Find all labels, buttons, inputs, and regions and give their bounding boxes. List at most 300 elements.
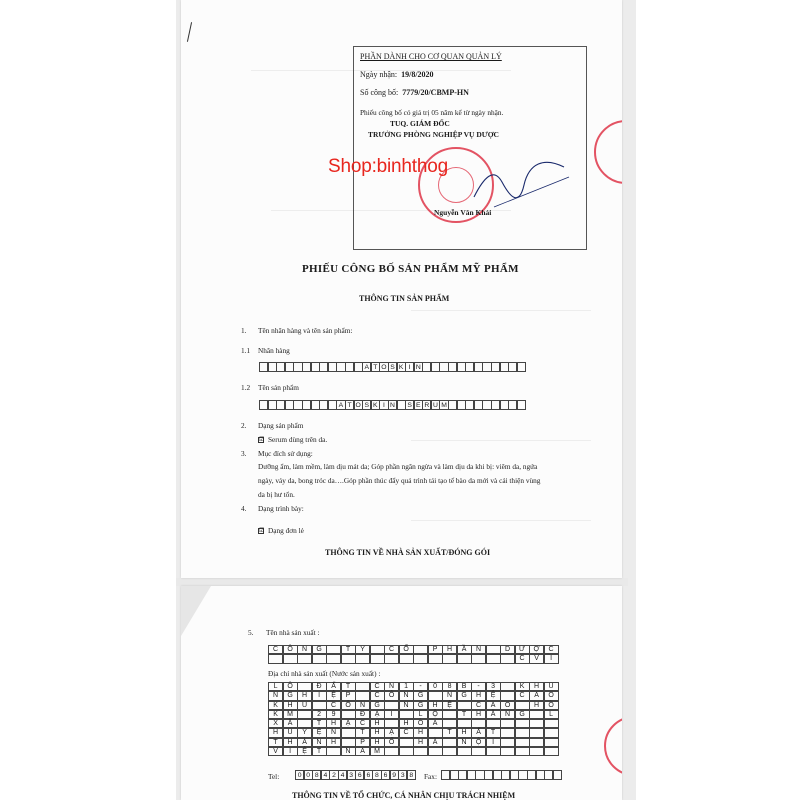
tel-cell: 4 bbox=[338, 770, 347, 780]
validity-text: Phiếu công bố có giá trị 05 năm kể từ ngày nhận. bbox=[360, 108, 504, 117]
grid-cell: 3 bbox=[486, 682, 501, 691]
grid-cell bbox=[312, 701, 327, 710]
document-page-2 bbox=[181, 586, 622, 800]
product-name-cell: U bbox=[431, 400, 440, 410]
grid-cell bbox=[326, 654, 341, 663]
grid-cell: T bbox=[312, 747, 327, 756]
grid-cell: U bbox=[297, 701, 312, 710]
grid-cell: G bbox=[370, 701, 385, 710]
product-name-cell: O bbox=[355, 402, 361, 409]
grid-cell: V bbox=[268, 747, 283, 756]
tel-cell: 6 bbox=[355, 770, 364, 780]
grid-cell bbox=[457, 747, 472, 756]
grid-cell bbox=[283, 654, 298, 663]
grid-cell bbox=[515, 747, 530, 756]
grid-cell bbox=[529, 710, 544, 719]
grid-cell bbox=[384, 747, 399, 756]
grid-cell bbox=[297, 710, 312, 719]
address-row bbox=[268, 710, 558, 719]
grid-cell: L bbox=[268, 682, 283, 691]
q5-number: 5. bbox=[248, 628, 254, 637]
scan-corner-shadow bbox=[181, 586, 211, 636]
grid-cell: N bbox=[355, 701, 370, 710]
grid-cell bbox=[442, 719, 457, 728]
grid-cell: G bbox=[457, 691, 472, 700]
grid-cell: Ạ bbox=[384, 728, 399, 737]
grid-cell bbox=[413, 645, 428, 654]
grid-cell: O bbox=[500, 701, 515, 710]
brand-cell: K bbox=[397, 362, 406, 372]
grid-cell: Ạ bbox=[341, 719, 356, 728]
grid-cell bbox=[413, 747, 428, 756]
received-value: 19/8/2020 bbox=[401, 70, 434, 79]
grid-cell: I bbox=[486, 738, 501, 747]
grid-cell: I bbox=[384, 710, 399, 719]
grid-cell: Ạ bbox=[370, 710, 385, 719]
grid-cell: N bbox=[471, 645, 486, 654]
q2-number: 2. bbox=[241, 421, 247, 430]
grid-cell: T bbox=[312, 719, 327, 728]
edge-seal-page2 bbox=[604, 716, 622, 776]
address-row bbox=[268, 691, 558, 700]
grid-cell: L bbox=[544, 710, 559, 719]
grid-cell bbox=[486, 747, 501, 756]
grid-cell bbox=[500, 719, 515, 728]
tel-cell: 8 bbox=[372, 770, 381, 780]
tel-cell: 3 bbox=[398, 770, 407, 780]
grid-cell bbox=[544, 747, 559, 756]
q1-1-label: Nhãn hàng bbox=[258, 346, 290, 355]
grid-cell bbox=[341, 654, 356, 663]
grid-cell bbox=[457, 701, 472, 710]
q1-2-label: Tên sản phẩm bbox=[258, 383, 299, 392]
product-name-cell: K bbox=[371, 400, 380, 410]
grid-cell: N bbox=[457, 738, 472, 747]
product-name-cell: A bbox=[336, 400, 345, 410]
tel-cell: 2 bbox=[329, 770, 338, 780]
grid-cell bbox=[457, 654, 472, 663]
grid-cell bbox=[500, 728, 515, 737]
grid-cell: N bbox=[399, 701, 414, 710]
grid-cell bbox=[442, 654, 457, 663]
grid-cell bbox=[529, 747, 544, 756]
grid-cell: H bbox=[428, 701, 443, 710]
grid-cell: H bbox=[529, 682, 544, 691]
pen-mark bbox=[187, 22, 192, 42]
signature bbox=[464, 147, 574, 217]
q5-label: Tên nhà sản xuất : bbox=[266, 628, 320, 637]
grid-cell: Ổ bbox=[399, 645, 414, 654]
brand-cell bbox=[517, 362, 526, 372]
brand-cell: S bbox=[388, 362, 397, 372]
grid-cell: A bbox=[355, 747, 370, 756]
grid-cell: T bbox=[442, 728, 457, 737]
grid-cell bbox=[515, 728, 530, 737]
grid-cell bbox=[370, 645, 385, 654]
fax-label: Fax: bbox=[424, 772, 437, 781]
grid-cell bbox=[312, 654, 327, 663]
grid-cell: H bbox=[297, 691, 312, 700]
grid-cell: À bbox=[297, 738, 312, 747]
grid-cell: T bbox=[268, 738, 283, 747]
grid-cell: A bbox=[428, 719, 443, 728]
product-name-cell bbox=[517, 400, 526, 410]
grid-cell: Ô bbox=[283, 645, 298, 654]
address-grid bbox=[268, 682, 558, 756]
address-row bbox=[268, 738, 558, 747]
q4-number: 4. bbox=[241, 504, 247, 513]
grid-cell bbox=[355, 682, 370, 691]
grid-cell: Ệ bbox=[486, 691, 501, 700]
grid-cell: I bbox=[544, 654, 559, 663]
grid-cell bbox=[326, 747, 341, 756]
grid-cell: T bbox=[341, 682, 356, 691]
q1-label: Tên nhãn hàng và tên sản phẩm: bbox=[258, 326, 353, 335]
grid-cell bbox=[341, 728, 356, 737]
manufacturer-grid bbox=[268, 645, 558, 664]
grid-cell: Y bbox=[355, 645, 370, 654]
manufacturer-row bbox=[268, 645, 558, 654]
grid-cell: P bbox=[341, 691, 356, 700]
grid-cell bbox=[471, 654, 486, 663]
address-label: Địa chỉ nhà sản xuất (Nước sản xuất) : bbox=[268, 669, 381, 678]
grid-cell: T bbox=[486, 728, 501, 737]
grid-cell: T bbox=[341, 645, 356, 654]
grid-cell: C bbox=[399, 728, 414, 737]
grid-cell bbox=[500, 654, 515, 663]
product-name-cell: S bbox=[362, 400, 371, 410]
grid-cell: K bbox=[515, 682, 530, 691]
grid-cell: 0 bbox=[428, 682, 443, 691]
tel-cell: 6 bbox=[381, 770, 390, 780]
tel-cell: 0 bbox=[295, 770, 304, 780]
grid-cell bbox=[500, 682, 515, 691]
q1-1-number: 1.1 bbox=[241, 346, 251, 355]
section-product-heading: THÔNG TIN SẢN PHẨM bbox=[359, 294, 450, 303]
grid-cell: T bbox=[457, 710, 472, 719]
q3-number: 3. bbox=[241, 449, 247, 458]
received-label: Ngày nhận: bbox=[360, 70, 398, 79]
grid-cell bbox=[544, 719, 559, 728]
grid-cell bbox=[471, 747, 486, 756]
q4-checkbox[interactable]: ☑ bbox=[259, 528, 265, 535]
product-name-cell: M bbox=[441, 402, 447, 409]
product-name-cell: T bbox=[345, 400, 354, 410]
grid-cell: H bbox=[283, 738, 298, 747]
tel-cell: 6 bbox=[364, 770, 373, 780]
q2-answer: Serum dùng trên da. bbox=[268, 435, 328, 444]
grid-cell bbox=[399, 738, 414, 747]
grid-cell bbox=[268, 654, 283, 663]
grid-cell: D bbox=[500, 645, 515, 654]
section-org-heading: THÔNG TIN VỀ TỔ CHỨC, CÁ NHÂN CHỊU TRÁCH NHIỆM bbox=[292, 791, 516, 800]
grid-cell: N bbox=[268, 691, 283, 700]
grid-cell bbox=[428, 728, 443, 737]
product-name-cell: S bbox=[405, 400, 414, 410]
form-title: PHIẾU CÔNG BỐ SẢN PHẨM MỸ PHẨM bbox=[302, 263, 519, 275]
grid-cell: A bbox=[529, 691, 544, 700]
grid-cell: 8 bbox=[442, 682, 457, 691]
tel-cell: 4 bbox=[321, 770, 330, 780]
grid-cell bbox=[370, 654, 385, 663]
grid-cell: N bbox=[341, 747, 356, 756]
q1-number: 1. bbox=[241, 326, 247, 335]
grid-cell bbox=[384, 654, 399, 663]
tel-cell: 8 bbox=[407, 770, 416, 780]
grid-cell bbox=[515, 719, 530, 728]
number-label: Số công bố: bbox=[360, 88, 399, 97]
grid-cell: V bbox=[529, 654, 544, 663]
grid-cell: N bbox=[297, 645, 312, 654]
product-name-cell: N bbox=[388, 400, 397, 410]
grid-cell bbox=[326, 645, 341, 654]
received-date-row bbox=[360, 70, 434, 79]
grid-cell bbox=[355, 654, 370, 663]
grid-cell: N bbox=[399, 691, 414, 700]
grid-cell bbox=[500, 691, 515, 700]
grid-cell: Ộ bbox=[471, 738, 486, 747]
grid-cell: H bbox=[326, 738, 341, 747]
q2-label: Dạng sản phẩm bbox=[258, 421, 304, 430]
q4-label: Dạng trình bày: bbox=[258, 504, 304, 513]
grid-cell bbox=[428, 747, 443, 756]
grid-cell: G bbox=[283, 691, 298, 700]
tel-cell: 0 bbox=[304, 770, 313, 780]
grid-cell: T bbox=[355, 728, 370, 737]
grid-cell bbox=[297, 682, 312, 691]
grid-cell: Đ bbox=[355, 710, 370, 719]
tel-cell: 3 bbox=[347, 770, 356, 780]
edge-seal bbox=[594, 120, 622, 184]
q4-answer-row bbox=[258, 526, 304, 535]
grid-cell: M bbox=[370, 747, 385, 756]
q3-label: Mục đích sử dụng: bbox=[258, 449, 313, 458]
grid-cell: Ã bbox=[283, 719, 298, 728]
grid-cell: Ầ bbox=[457, 645, 472, 654]
grid-cell: O bbox=[544, 691, 559, 700]
sign-title-2: TRƯỞNG PHÒNG NGHIỆP VỤ DƯỢC bbox=[368, 130, 499, 139]
grid-cell: G bbox=[312, 645, 327, 654]
grid-cell: P bbox=[428, 645, 443, 654]
grid-cell: H bbox=[326, 719, 341, 728]
grid-cell: C bbox=[384, 645, 399, 654]
grid-cell: 1 bbox=[399, 682, 414, 691]
sign-title-1: TUQ. GIÁM ĐỐC bbox=[390, 119, 450, 128]
grid-cell: C bbox=[471, 701, 486, 710]
q2-checkbox[interactable]: ☑ bbox=[259, 437, 265, 444]
grid-cell bbox=[471, 719, 486, 728]
grid-cell bbox=[457, 719, 472, 728]
grid-cell: K bbox=[268, 710, 283, 719]
grid-cell: Ệ bbox=[312, 728, 327, 737]
grid-cell: Ô bbox=[341, 701, 356, 710]
grid-cell bbox=[341, 738, 356, 747]
address-row bbox=[268, 701, 558, 710]
grid-cell: H bbox=[370, 738, 385, 747]
grid-cell: G bbox=[413, 691, 428, 700]
grid-cell: H bbox=[268, 728, 283, 737]
grid-cell: I bbox=[312, 691, 327, 700]
grid-cell bbox=[399, 710, 414, 719]
q3-answer-line-2: ngày, vảy da, bong tróc da….Góp phần thúc đẩy quá trình tái tạo tế bào da mới và cải thiện vùng bbox=[258, 476, 541, 485]
grid-cell: C bbox=[326, 701, 341, 710]
grid-cell: H bbox=[413, 738, 428, 747]
grid-cell: À bbox=[428, 738, 443, 747]
grid-cell: N bbox=[312, 738, 327, 747]
grid-cell bbox=[297, 654, 312, 663]
grid-cell: Y bbox=[297, 728, 312, 737]
grid-cell bbox=[297, 719, 312, 728]
right-edge-strip bbox=[622, 0, 636, 800]
grid-cell: H bbox=[283, 701, 298, 710]
admin-header: PHẦN DÀNH CHO CƠ QUAN QUẢN LÝ bbox=[360, 52, 502, 61]
grid-cell bbox=[384, 719, 399, 728]
number-value: 7779/20/CBMP-HN bbox=[402, 88, 469, 97]
brand-cell: I bbox=[405, 362, 414, 372]
grid-cell: 9 bbox=[326, 710, 341, 719]
grid-cell bbox=[399, 654, 414, 663]
grid-cell: A bbox=[486, 701, 501, 710]
admin-section-box bbox=[353, 46, 587, 250]
grid-cell bbox=[515, 738, 530, 747]
grid-cell: G bbox=[515, 710, 530, 719]
product-name-cell: E bbox=[414, 400, 423, 410]
grid-cell: P bbox=[355, 738, 370, 747]
grid-cell: Ấ bbox=[326, 682, 341, 691]
shop-watermark: Shop:binhthog bbox=[328, 156, 448, 177]
grid-cell: Ă bbox=[486, 710, 501, 719]
grid-cell: Ô bbox=[283, 682, 298, 691]
grid-cell bbox=[413, 654, 428, 663]
grid-cell: N bbox=[384, 682, 399, 691]
grid-cell: Ố bbox=[384, 738, 399, 747]
grid-cell: H bbox=[399, 719, 414, 728]
q4-answer: Dạng đơn lẻ bbox=[268, 526, 304, 535]
grid-cell: K bbox=[268, 701, 283, 710]
section-manufacturer-heading: THÔNG TIN VỀ NHÀ SẢN XUẤT/ĐÓNG GÓI bbox=[325, 548, 491, 557]
grid-cell: H bbox=[442, 645, 457, 654]
grid-cell bbox=[544, 738, 559, 747]
product-name-cell: R bbox=[422, 400, 431, 410]
grid-cell bbox=[341, 710, 356, 719]
tel-label: Tel: bbox=[268, 772, 280, 781]
grid-cell: Ệ bbox=[297, 747, 312, 756]
grid-cell: Ấ bbox=[471, 728, 486, 737]
grid-cell: C bbox=[515, 691, 530, 700]
grid-cell: Ệ bbox=[326, 691, 341, 700]
grid-cell bbox=[486, 645, 501, 654]
page-gap bbox=[176, 578, 628, 586]
grid-cell: Ệ bbox=[442, 701, 457, 710]
signer-name: Nguyễn Văn Khải bbox=[434, 208, 492, 217]
grid-cell: U bbox=[544, 682, 559, 691]
tel-grid bbox=[295, 770, 415, 780]
grid-cell bbox=[355, 691, 370, 700]
grid-cell: Ô bbox=[384, 691, 399, 700]
grid-cell: Ộ bbox=[428, 710, 443, 719]
grid-cell: Ư bbox=[515, 645, 530, 654]
grid-cell bbox=[442, 710, 457, 719]
grid-cell bbox=[529, 738, 544, 747]
fax-grid bbox=[441, 770, 561, 780]
grid-cell bbox=[442, 747, 457, 756]
brand-cell: N bbox=[414, 362, 423, 372]
document-page-1 bbox=[181, 0, 622, 578]
tel-cell: 9 bbox=[390, 770, 399, 780]
grid-cell: C bbox=[544, 645, 559, 654]
grid-cell: H bbox=[529, 701, 544, 710]
grid-cell bbox=[515, 701, 530, 710]
grid-cell: I bbox=[283, 747, 298, 756]
grid-cell bbox=[486, 719, 501, 728]
grid-cell bbox=[384, 701, 399, 710]
grid-cell: B bbox=[457, 682, 472, 691]
grid-cell: L bbox=[413, 710, 428, 719]
grid-cell: N bbox=[326, 728, 341, 737]
grid-cell bbox=[544, 728, 559, 737]
grid-cell: 2 bbox=[312, 710, 327, 719]
grid-cell: C bbox=[515, 654, 530, 663]
grid-cell: H bbox=[370, 728, 385, 737]
grid-cell: - bbox=[413, 682, 428, 691]
grid-cell: C bbox=[355, 719, 370, 728]
grid-cell: N bbox=[442, 691, 457, 700]
grid-cell bbox=[500, 738, 515, 747]
q3-answer-line-1: Dưỡng ẩm, làm mềm, làm dịu mát da; Góp phần ngăn ngừa và làm dịu da khi bị: viêm da, ngứa bbox=[258, 462, 538, 471]
tel-cell: 8 bbox=[312, 770, 321, 780]
grid-cell: H bbox=[471, 710, 486, 719]
address-row bbox=[268, 728, 558, 737]
brand-cell: A bbox=[362, 362, 371, 372]
address-row bbox=[268, 719, 558, 728]
grid-cell bbox=[399, 747, 414, 756]
grid-cell: H bbox=[457, 728, 472, 737]
product-name-cell: I bbox=[379, 400, 388, 410]
brand-cell: T bbox=[371, 362, 380, 372]
grid-cell: G bbox=[413, 701, 428, 710]
grid-cell bbox=[529, 728, 544, 737]
announcement-number-row bbox=[360, 88, 469, 97]
manufacturer-row bbox=[268, 654, 558, 663]
grid-cell bbox=[442, 738, 457, 747]
fax-cell bbox=[553, 770, 562, 780]
grid-cell: - bbox=[471, 682, 486, 691]
grid-cell: H bbox=[471, 691, 486, 700]
product-name-grid bbox=[259, 400, 525, 410]
brand-grid bbox=[259, 362, 525, 372]
q2-answer-row bbox=[258, 435, 327, 444]
grid-cell: C bbox=[370, 682, 385, 691]
grid-cell bbox=[500, 747, 515, 756]
grid-cell: X bbox=[268, 719, 283, 728]
brand-cell: O bbox=[381, 364, 387, 371]
grid-cell: Ợ bbox=[529, 645, 544, 654]
grid-cell: U bbox=[283, 728, 298, 737]
address-row bbox=[268, 747, 558, 756]
grid-cell: M bbox=[283, 710, 298, 719]
grid-cell bbox=[486, 654, 501, 663]
grid-cell: C bbox=[268, 645, 283, 654]
grid-cell: N bbox=[500, 710, 515, 719]
grid-cell bbox=[529, 719, 544, 728]
grid-cell: H bbox=[413, 728, 428, 737]
grid-cell: C bbox=[370, 691, 385, 700]
grid-cell: Đ bbox=[312, 682, 327, 691]
q1-2-number: 1.2 bbox=[241, 383, 251, 392]
q3-answer-line-3: da bị hư tổn. bbox=[258, 490, 295, 499]
grid-cell bbox=[428, 691, 443, 700]
grid-cell: Ò bbox=[413, 719, 428, 728]
